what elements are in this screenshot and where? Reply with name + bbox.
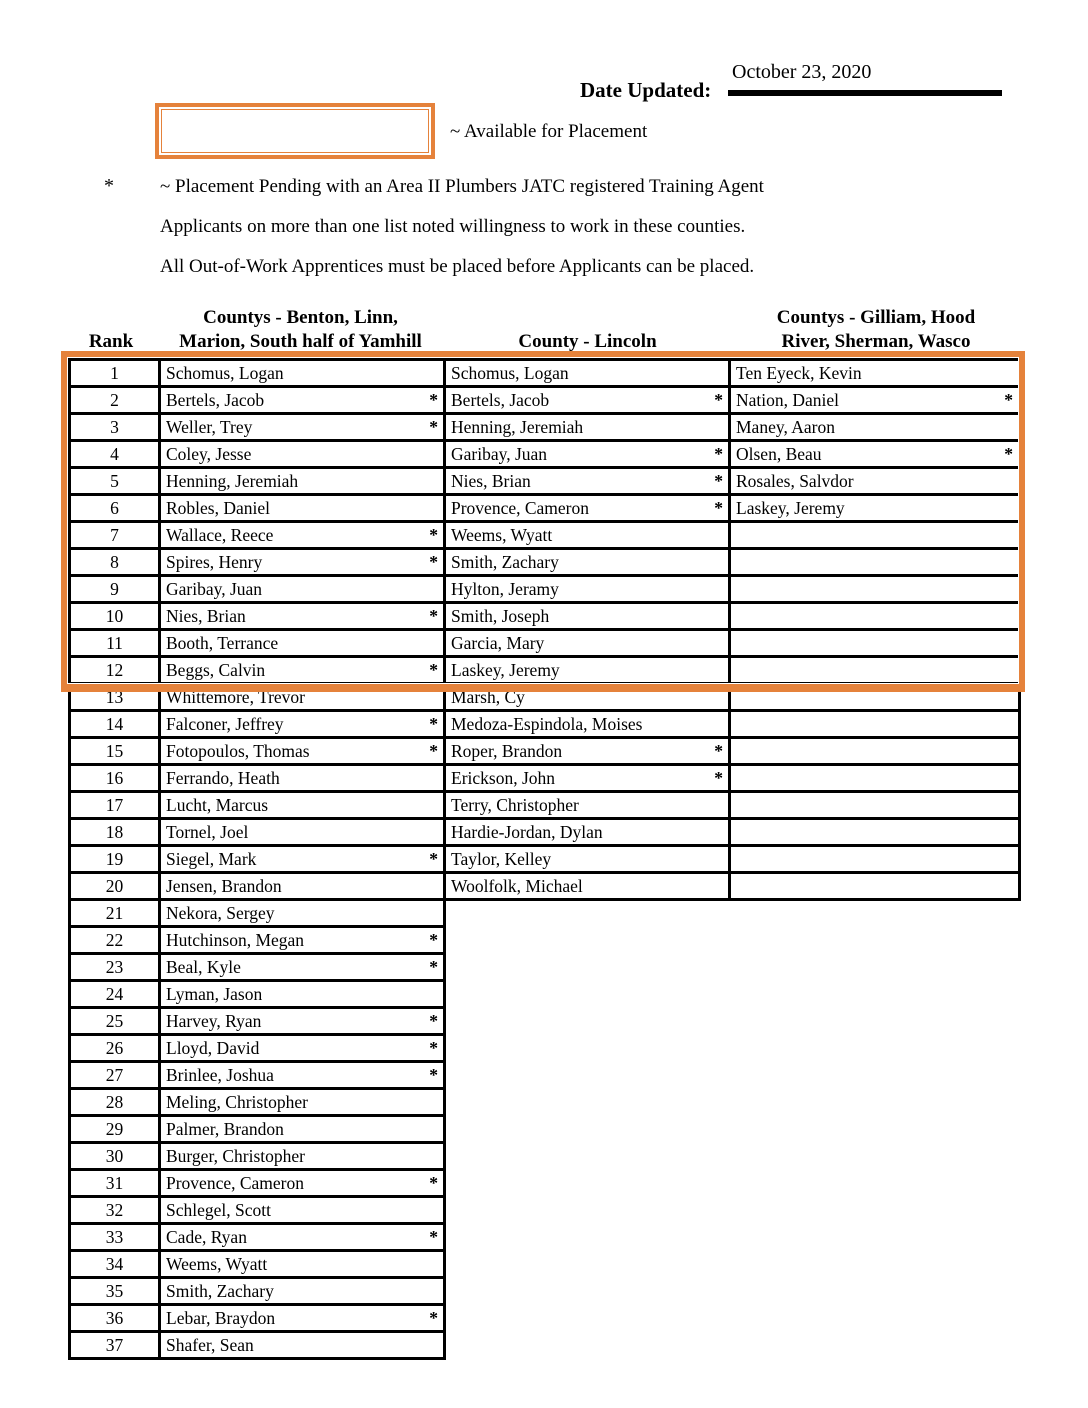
absent-cell: [730, 1224, 1020, 1251]
name-cell: [160, 1251, 445, 1278]
absent-cell: [730, 1089, 1020, 1116]
rank-cell: 23: [70, 954, 160, 981]
pending-star: *: [429, 1064, 438, 1085]
pending-star: *: [429, 1307, 438, 1328]
name-cell: [160, 630, 445, 657]
applicant-name: Olsen, Beau: [736, 443, 822, 464]
applicant-name: Medoza-Espindola, Moises: [451, 713, 643, 734]
table-row: [70, 1305, 1020, 1332]
applicant-name: Booth, Terrance: [166, 632, 279, 653]
applicant-name: Weems, Wyatt: [451, 524, 553, 545]
placement-table: [68, 358, 1021, 1360]
absent-cell: [730, 900, 1020, 927]
name-cell: [445, 792, 730, 819]
absent-cell: [730, 1251, 1020, 1278]
table-row: [70, 441, 1020, 468]
name-cell: [730, 360, 1020, 387]
rank-cell: 30: [70, 1143, 160, 1170]
note-out-of-work: All Out-of-Work Apprentices must be placed before Applicants can be placed.: [160, 256, 755, 277]
applicant-name: Nation, Daniel: [736, 389, 840, 410]
name-cell: [445, 630, 730, 657]
name-cell: [730, 603, 1020, 630]
absent-cell: [730, 1062, 1020, 1089]
table-row: [70, 576, 1020, 603]
rank-cell: 29: [70, 1116, 160, 1143]
rank-cell: 20: [70, 873, 160, 900]
table-row: [70, 1089, 1020, 1116]
name-cell: [160, 522, 445, 549]
absent-cell: [730, 1278, 1020, 1305]
table-row: [70, 495, 1020, 522]
absent-cell: [445, 1224, 730, 1251]
rank-cell: 15: [70, 738, 160, 765]
name-cell: [160, 441, 445, 468]
applicant-name: Erickson, John: [451, 767, 556, 788]
applicant-name: Nekora, Sergey: [166, 902, 275, 923]
rank-cell: 19: [70, 846, 160, 873]
applicant-name: Laskey, Jeremy: [736, 497, 845, 518]
table-row: [70, 981, 1020, 1008]
applicant-name: Woolfolk, Michael: [451, 875, 583, 896]
applicant-name: Shafer, Sean: [166, 1334, 254, 1355]
absent-cell: [445, 900, 730, 927]
rank-cell: 6: [70, 495, 160, 522]
name-cell: [730, 630, 1020, 657]
applicant-name: Hardie-Jordan, Dylan: [451, 821, 603, 842]
table-row: [70, 954, 1020, 981]
rank-cell: 4: [70, 441, 160, 468]
name-cell: [730, 576, 1020, 603]
applicant-name: Cade, Ryan: [166, 1226, 247, 1247]
name-cell: [730, 495, 1020, 522]
name-cell: [160, 1035, 445, 1062]
absent-cell: [445, 1035, 730, 1062]
name-cell: [160, 846, 445, 873]
applicant-name: Robles, Daniel: [166, 497, 271, 518]
table-row: [70, 1170, 1020, 1197]
col3-header-line1: Countys - Gilliam, Hood: [776, 307, 976, 328]
col3-header-line2: River, Sherman, Wasco: [781, 331, 971, 352]
name-cell: [160, 549, 445, 576]
applicant-name: Provence, Cameron: [451, 497, 590, 518]
pending-star: *: [429, 659, 438, 680]
table-row: [70, 549, 1020, 576]
absent-cell: [445, 1251, 730, 1278]
table-row: [70, 387, 1020, 414]
applicant-name: Ferrando, Heath: [166, 767, 280, 788]
rank-header: Rank: [88, 331, 134, 352]
rank-cell: 16: [70, 765, 160, 792]
rank-cell: 3: [70, 414, 160, 441]
name-cell: [160, 981, 445, 1008]
pending-star: *: [429, 929, 438, 950]
table-row: [70, 873, 1020, 900]
name-cell: [160, 1062, 445, 1089]
name-cell: [445, 522, 730, 549]
name-cell: [160, 738, 445, 765]
pending-star-marker: *: [104, 175, 114, 197]
name-cell: [730, 387, 1020, 414]
applicant-name: Falconer, Jeffrey: [166, 713, 284, 734]
absent-cell: [445, 1278, 730, 1305]
rank-cell: 5: [70, 468, 160, 495]
rank-cell: 28: [70, 1089, 160, 1116]
applicant-name: Provence, Cameron: [166, 1172, 305, 1193]
applicant-name: Ten Eyeck, Kevin: [736, 362, 862, 383]
table-row: [70, 927, 1020, 954]
name-cell: [730, 522, 1020, 549]
absent-cell: [730, 954, 1020, 981]
applicant-name: Taylor, Kelley: [451, 848, 552, 869]
name-cell: [730, 711, 1020, 738]
applicant-name: Smith, Zachary: [166, 1280, 274, 1301]
name-cell: [445, 441, 730, 468]
applicant-name: Marsh, Cy: [451, 686, 525, 707]
col1-header-line2: Marion, South half of Yamhill: [179, 331, 422, 352]
name-cell: [160, 1143, 445, 1170]
name-cell: [160, 657, 445, 684]
table-row: [70, 819, 1020, 846]
name-cell: [160, 792, 445, 819]
applicant-name: Bertels, Jacob: [451, 389, 550, 410]
table-row: [70, 738, 1020, 765]
absent-cell: [730, 1305, 1020, 1332]
pending-star: *: [429, 524, 438, 545]
name-cell: [445, 576, 730, 603]
name-cell: [160, 495, 445, 522]
table-header-row: [65, 300, 1021, 354]
table-row: [70, 1116, 1020, 1143]
name-cell: [445, 414, 730, 441]
name-cell: [160, 1170, 445, 1197]
name-cell: [160, 576, 445, 603]
absent-cell: [730, 981, 1020, 1008]
table-row: [70, 684, 1020, 711]
table-row: [70, 522, 1020, 549]
pending-star: *: [429, 1226, 438, 1247]
applicant-name: Rosales, Salvdor: [736, 470, 854, 491]
name-cell: [445, 711, 730, 738]
applicant-name: Spires, Henry: [166, 551, 263, 572]
name-cell: [730, 738, 1020, 765]
pending-star: *: [429, 956, 438, 977]
absent-cell: [445, 1197, 730, 1224]
date-underline: [728, 90, 1002, 96]
rank-cell: 27: [70, 1062, 160, 1089]
name-cell: [445, 657, 730, 684]
name-cell: [160, 1008, 445, 1035]
applicant-name: Beal, Kyle: [166, 956, 241, 977]
name-cell: [445, 495, 730, 522]
rank-cell: 32: [70, 1197, 160, 1224]
applicant-name: Schomus, Logan: [451, 362, 569, 383]
absent-cell: [730, 1116, 1020, 1143]
name-cell: [730, 414, 1020, 441]
rank-cell: 11: [70, 630, 160, 657]
name-cell: [160, 1305, 445, 1332]
applicant-name: Siegel, Mark: [166, 848, 257, 869]
applicant-name: Wallace, Reece: [166, 524, 274, 545]
note-multiple-lists: Applicants on more than one list noted willingness to work in these counties.: [160, 216, 746, 237]
applicant-name: Nies, Brian: [451, 470, 531, 491]
name-cell: [730, 549, 1020, 576]
col3-header: [731, 306, 1021, 354]
pending-star: *: [714, 740, 723, 761]
name-cell: [730, 441, 1020, 468]
table-row: [70, 846, 1020, 873]
name-cell: [160, 603, 445, 630]
applicant-name: Henning, Jeremiah: [451, 416, 584, 437]
table-row: [70, 657, 1020, 684]
absent-cell: [445, 1332, 730, 1359]
applicant-name: Garcia, Mary: [451, 632, 545, 653]
absent-cell: [445, 1008, 730, 1035]
available-for-placement-box: [155, 103, 435, 159]
rank-cell: 33: [70, 1224, 160, 1251]
name-cell: [160, 414, 445, 441]
pending-star: *: [429, 1172, 438, 1193]
applicant-name: Beggs, Calvin: [166, 659, 266, 680]
rank-cell: 31: [70, 1170, 160, 1197]
table-row: [70, 1008, 1020, 1035]
name-cell: [445, 873, 730, 900]
applicant-name: Lucht, Marcus: [166, 794, 269, 815]
name-cell: [445, 738, 730, 765]
table-row: [70, 765, 1020, 792]
applicant-name: Coley, Jesse: [166, 443, 252, 464]
name-cell: [160, 954, 445, 981]
applicant-name: Henning, Jeremiah: [166, 470, 299, 491]
table-row: [70, 792, 1020, 819]
applicant-name: Terry, Christopher: [451, 794, 579, 815]
applicant-name: Smith, Zachary: [451, 551, 559, 572]
applicant-name: Nies, Brian: [166, 605, 246, 626]
applicant-name: Palmer, Brandon: [166, 1118, 284, 1139]
table-row: [70, 1197, 1020, 1224]
name-cell: [730, 765, 1020, 792]
absent-cell: [445, 954, 730, 981]
applicant-name: Schlegel, Scott: [166, 1199, 271, 1220]
rank-cell: 17: [70, 792, 160, 819]
table-row: [70, 603, 1020, 630]
name-cell: [160, 387, 445, 414]
pending-note: ~ Placement Pending with an Area II Plumbers JATC registered Training Agent: [160, 176, 764, 197]
rank-cell: 10: [70, 603, 160, 630]
name-cell: [160, 900, 445, 927]
col2-header: County - Lincoln: [518, 331, 657, 352]
rank-cell: 26: [70, 1035, 160, 1062]
applicant-name: Fotopoulos, Thomas: [166, 740, 310, 761]
name-cell: [160, 711, 445, 738]
name-cell: [445, 819, 730, 846]
pending-star: *: [429, 416, 438, 437]
pending-star: *: [429, 740, 438, 761]
rank-cell: 2: [70, 387, 160, 414]
applicant-name: Laskey, Jeremy: [451, 659, 560, 680]
name-cell: [160, 1197, 445, 1224]
rank-cell: 35: [70, 1278, 160, 1305]
col1-header-line1: Countys - Benton, Linn,: [203, 307, 398, 328]
name-cell: [160, 1116, 445, 1143]
name-cell: [730, 873, 1020, 900]
table-row: [70, 1278, 1020, 1305]
absent-cell: [730, 927, 1020, 954]
absent-cell: [730, 1170, 1020, 1197]
name-cell: [730, 684, 1020, 711]
name-cell: [160, 765, 445, 792]
date-updated-label: Date Updated:: [580, 78, 712, 102]
applicant-name: Schomus, Logan: [166, 362, 284, 383]
applicant-name: Lyman, Jason: [166, 983, 263, 1004]
pending-star: *: [429, 713, 438, 734]
absent-cell: [445, 1170, 730, 1197]
applicant-name: Meling, Christopher: [166, 1091, 308, 1112]
rank-cell: 8: [70, 549, 160, 576]
table-row: [70, 360, 1020, 387]
applicant-name: Maney, Aaron: [736, 416, 835, 437]
applicant-name: Lebar, Braydon: [166, 1307, 276, 1328]
absent-cell: [730, 1197, 1020, 1224]
applicant-name: Garibay, Juan: [451, 443, 548, 464]
rank-cell: 14: [70, 711, 160, 738]
name-cell: [160, 873, 445, 900]
applicant-name: Burger, Christopher: [166, 1145, 305, 1166]
absent-cell: [445, 1305, 730, 1332]
absent-cell: [730, 1332, 1020, 1359]
rank-cell: 7: [70, 522, 160, 549]
absent-cell: [730, 1143, 1020, 1170]
absent-cell: [445, 927, 730, 954]
absent-cell: [445, 1143, 730, 1170]
absent-cell: [445, 1116, 730, 1143]
rank-cell: 37: [70, 1332, 160, 1359]
name-cell: [160, 927, 445, 954]
applicant-name: Smith, Joseph: [451, 605, 550, 626]
rank-cell: 12: [70, 657, 160, 684]
name-cell: [730, 819, 1020, 846]
name-cell: [730, 792, 1020, 819]
name-cell: [445, 549, 730, 576]
table-row: [70, 711, 1020, 738]
table-row: [70, 414, 1020, 441]
table-row: [70, 1035, 1020, 1062]
applicant-name: Weller, Trey: [166, 416, 253, 437]
applicant-name: Garibay, Juan: [166, 578, 263, 599]
date-updated-value: October 23, 2020: [732, 61, 872, 83]
applicant-name: Hutchinson, Megan: [166, 929, 305, 950]
name-cell: [445, 360, 730, 387]
applicant-name: Whittemore, Trevor: [166, 686, 306, 707]
name-cell: [160, 468, 445, 495]
applicant-name: Harvey, Ryan: [166, 1010, 262, 1031]
name-cell: [160, 819, 445, 846]
rank-cell: 13: [70, 684, 160, 711]
name-cell: [730, 846, 1020, 873]
name-cell: [445, 765, 730, 792]
absent-cell: [730, 1008, 1020, 1035]
name-cell: [445, 603, 730, 630]
table-row: [70, 1251, 1020, 1278]
applicant-name: Brinlee, Joshua: [166, 1064, 274, 1085]
applicant-name: Lloyd, David: [166, 1037, 260, 1058]
rank-cell: 1: [70, 360, 160, 387]
absent-cell: [730, 1035, 1020, 1062]
applicant-name: Jensen, Brandon: [166, 875, 282, 896]
rank-cell: 22: [70, 927, 160, 954]
table-row: [70, 468, 1020, 495]
pending-star: *: [714, 389, 723, 410]
name-cell: [445, 846, 730, 873]
pending-star: *: [429, 1010, 438, 1031]
applicant-name: Bertels, Jacob: [166, 389, 265, 410]
applicant-name: Hylton, Jeramy: [451, 578, 559, 599]
name-cell: [445, 387, 730, 414]
rank-cell: 24: [70, 981, 160, 1008]
name-cell: [730, 657, 1020, 684]
pending-star: *: [714, 470, 723, 491]
absent-cell: [445, 1089, 730, 1116]
pending-star: *: [429, 1037, 438, 1058]
rank-cell: 18: [70, 819, 160, 846]
absent-cell: [445, 1062, 730, 1089]
table-row: [70, 1143, 1020, 1170]
name-cell: [730, 468, 1020, 495]
table-row: [70, 1224, 1020, 1251]
name-cell: [445, 468, 730, 495]
pending-star: *: [429, 389, 438, 410]
table-row: [70, 1062, 1020, 1089]
pending-star: *: [1004, 443, 1013, 464]
absent-cell: [445, 981, 730, 1008]
name-cell: [160, 1089, 445, 1116]
name-cell: [160, 1224, 445, 1251]
pending-star: *: [429, 551, 438, 572]
pending-star: *: [714, 497, 723, 518]
name-cell: [160, 360, 445, 387]
name-cell: [445, 684, 730, 711]
name-cell: [160, 1278, 445, 1305]
rank-cell: 21: [70, 900, 160, 927]
applicant-name: Weems, Wyatt: [166, 1253, 268, 1274]
applicant-name: Tornel, Joel: [166, 821, 249, 842]
col1-header: [157, 306, 444, 354]
table-row: [70, 630, 1020, 657]
rank-cell: 9: [70, 576, 160, 603]
available-note: ~ Available for Placement: [450, 121, 648, 142]
pending-star: *: [429, 848, 438, 869]
pending-star: *: [429, 605, 438, 626]
name-cell: [160, 684, 445, 711]
rank-cell: 34: [70, 1251, 160, 1278]
table-row: [70, 900, 1020, 927]
name-cell: [160, 1332, 445, 1359]
applicant-name: Roper, Brandon: [451, 740, 563, 761]
pending-star: *: [1004, 389, 1013, 410]
rank-cell: 25: [70, 1008, 160, 1035]
table-row: [70, 1332, 1020, 1359]
pending-star: *: [714, 767, 723, 788]
pending-star: *: [714, 443, 723, 464]
rank-cell: 36: [70, 1305, 160, 1332]
